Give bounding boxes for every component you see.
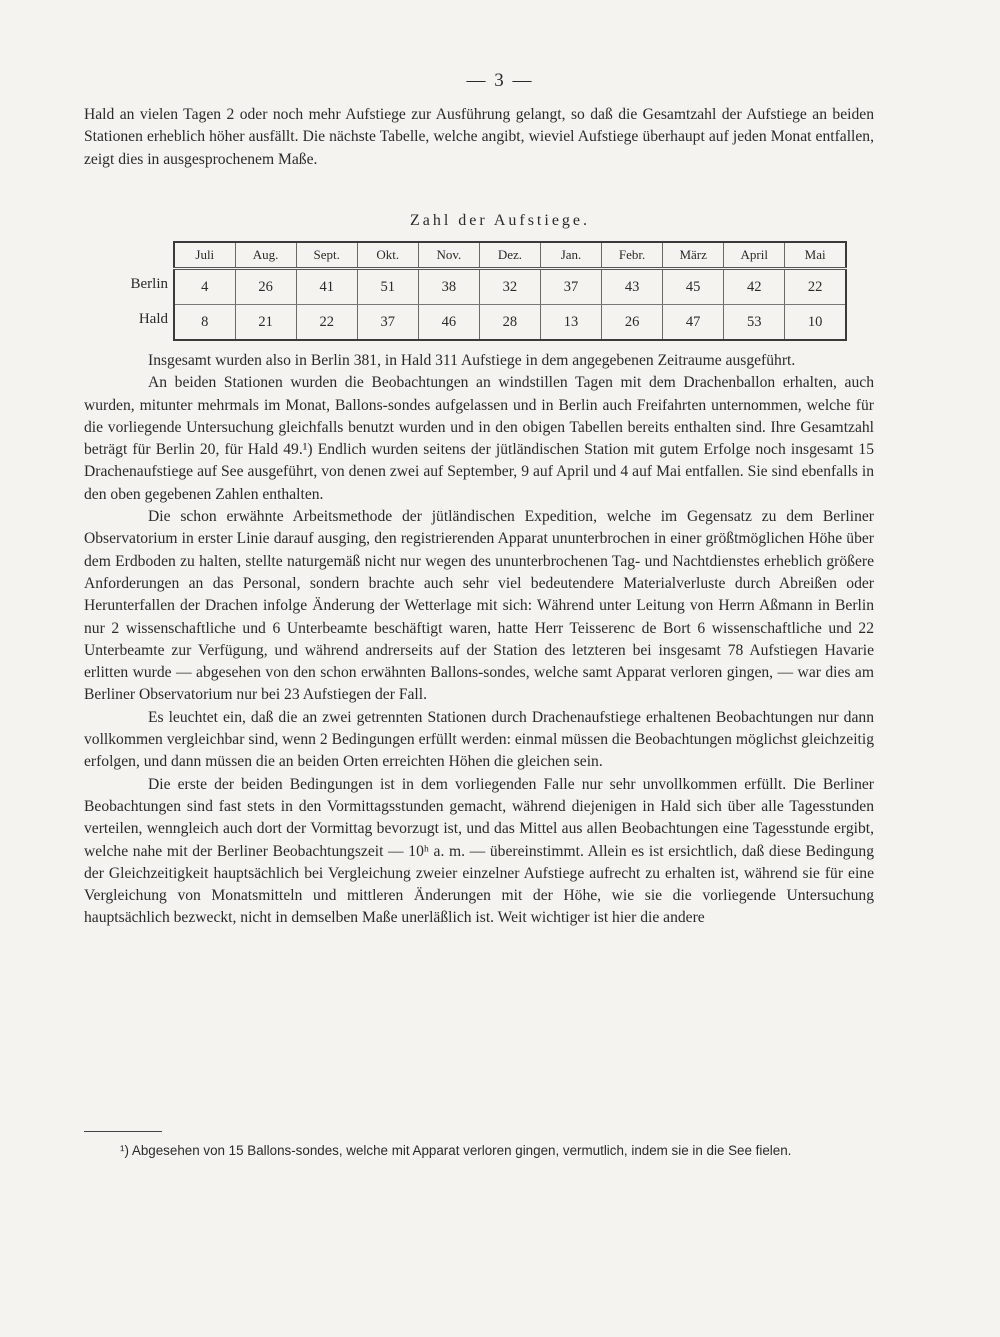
intro-block: [84, 104, 874, 171]
table-cell: 41: [296, 269, 357, 305]
month-header: Febr.: [602, 242, 663, 269]
table-cell: 37: [357, 305, 418, 341]
table-cell: 22: [785, 269, 846, 305]
table-cell: 21: [235, 305, 296, 341]
table-cell: 28: [479, 305, 540, 341]
month-header: Mai: [785, 242, 846, 269]
footnote-text: ¹) Abgesehen von 15 Ballons-sondes, welche mit Apparat verloren gingen, vermutlich, indem sie in die See fielen.: [120, 1143, 792, 1158]
month-header: Jan.: [540, 242, 601, 269]
table-cell: 37: [540, 269, 601, 305]
month-header: Aug.: [235, 242, 296, 269]
table-cell: 38: [418, 269, 479, 305]
body-paragraph: Insgesamt wurden also in Berlin 381, in Hald 311 Aufstiege in dem angegebenen Zeitraume ausgeführt.: [148, 352, 796, 369]
table-cell: 51: [357, 269, 418, 305]
table-cell: 47: [663, 305, 724, 341]
row-label-hald: Hald: [138, 311, 168, 327]
month-header: März: [663, 242, 724, 269]
month-header: Sept.: [296, 242, 357, 269]
month-header: Nov.: [418, 242, 479, 269]
table-cell: 26: [602, 305, 663, 341]
intro-paragraph: Hald an vielen Tagen 2 oder noch mehr Aufstiege zur Ausführung gelangt, so daß die Gesamtzahl der Aufstiege an beiden Stationen erheblich höher ausfällt. Die nächste Tabelle, welche angibt, wieviel Aufstiege überhaupt auf jeden Monat entfallen, zeigt dies in ausgesprochenem Maße.: [84, 106, 874, 168]
body-paragraph: An beiden Stationen wurden die Beobachtungen an windstillen Tagen mit dem Drachenballon erhalten, auch wurden, mitunter mehrmals im Monat, Ballons-sondes aufgelassen und in Berlin auch Freifahrten unternommen, welche für die vorliegende Untersuchung gleichfalls benutzt wurden und in den obigen Tabellen bereits enthalten sind. Ihre Gesamtzahl beträgt für Berlin 20, für Hald 49.¹) Endlich wurden seitens der jütländischen Station mit gutem Erfolge noch insgesamt 15 Drachenaufstiege auf See ausgeführt, von denen zwei auf September, 9 auf April und 4 auf Mai entfallen. Sie sind ebenfalls in den oben gegebenen Zahlen enthalten.: [84, 374, 874, 503]
month-header: Okt.: [357, 242, 418, 269]
table-cell: 46: [418, 305, 479, 341]
table-cell: 4: [174, 269, 235, 305]
table-row-berlin: [174, 269, 846, 305]
month-header: Juli: [174, 242, 235, 269]
row-label-berlin: Berlin: [130, 276, 168, 292]
body-paragraph: Die schon erwähnte Arbeitsmethode der jütländischen Expedition, welche im Gegensatz zu dem Berliner Observatorium in erster Linie darauf ausging, den registrierenden Apparat ununterbrochen in einer größtmöglichen Höhe über dem Erdboden zu halten, stellte naturgemäß nicht nur wegen des ununterbrochenen Tag- und Nachtdienstes erheblich größere Anforderungen an das Personal, sondern brachte auch sehr viel bedeutendere Materialverluste durch Abreißen oder Herunterfallen der Drachen infolge Änderung der Wetterlage mit sich: Während unter Leitung von Herrn Aßmann in Berlin nur 2 wissenschaftliche und 6 Unterbeamte beschäftigt waren, hatte Herr Teisserenc de Bort 6 wissenschaftliche und 22 Unterbeamte zur Verfügung, und während andrerseits auf der Station des letzteren bei insgesamt 78 Aufstiegen Havarie erlitten wurde — abgesehen von den schon erwähnten Ballons-sondes, welche samt Apparat verloren gingen, — war dies am Berliner Observatorium nur bei 23 Aufstiegen der Fall.: [84, 508, 874, 704]
table-cell: 10: [785, 305, 846, 341]
month-header: April: [724, 242, 785, 269]
table-cell: 13: [540, 305, 601, 341]
table-cell: 45: [663, 269, 724, 305]
footnote-divider: [84, 1131, 162, 1132]
table-header-row: [174, 242, 846, 269]
table-cell: 22: [296, 305, 357, 341]
body-paragraph: Die erste der beiden Bedingungen ist in dem vorliegenden Falle nur sehr unvollkommen erfüllt. Die Berliner Beobachtungen sind fast stets in den Vormittagsstunden gemacht, während diejenigen in Hald sich über alle Tagesstunden verteilen, wenngleich auch dort der Vormittag bevorzugt ist, und das Mittel aus allen Beobachtungen eine Tagesstunde ergibt, welche nahe mit der Berliner Beobachtungszeit — 10ʰ a. m. — übereinstimmt. Allein es ist ersichtlich, daß diese Bedingung der Gleichzeitigkeit hauptsächlich bei Vergleichung zweier einzelner Aufstiege aufrecht zu erhalten ist, während sie für eine Vergleichung von Monatsmitteln und mittleren Änderungen mit der Höhe, wie sie die vorliegende Untersuchung hauptsächlich bezweckt, nicht in demselben Maße unerläßlich ist. Weit wichtiger ist hier die andere: [84, 775, 874, 927]
table-cell: 8: [201, 313, 209, 330]
table-cell: 43: [602, 269, 663, 305]
table-cell: 42: [724, 269, 785, 305]
page-number: — 3 —: [466, 70, 534, 91]
body-text: [84, 350, 874, 930]
table-cell: 53: [724, 305, 785, 341]
table-caption: Zahl der Aufstiege.: [409, 212, 591, 229]
ascents-table: [173, 241, 847, 341]
table-cell: 32: [479, 269, 540, 305]
body-paragraph: Es leuchtet ein, daß die an zwei getrennten Stationen durch Drachenaufstiege erhaltenen Beobachtungen nur dann vollkommen vergleichbar sind, wenn 2 Bedingungen erfüllt werden: einmal müssen die Beobachtungen möglichst gleichzeitig erfolgen, und dann müssen die an beiden Orten erreichten Höhen die gleichen sein.: [84, 708, 874, 771]
table-row-hald: [174, 305, 846, 341]
footnote: [84, 1140, 874, 1161]
table-cell: 26: [235, 269, 296, 305]
month-header: Dez.: [479, 242, 540, 269]
